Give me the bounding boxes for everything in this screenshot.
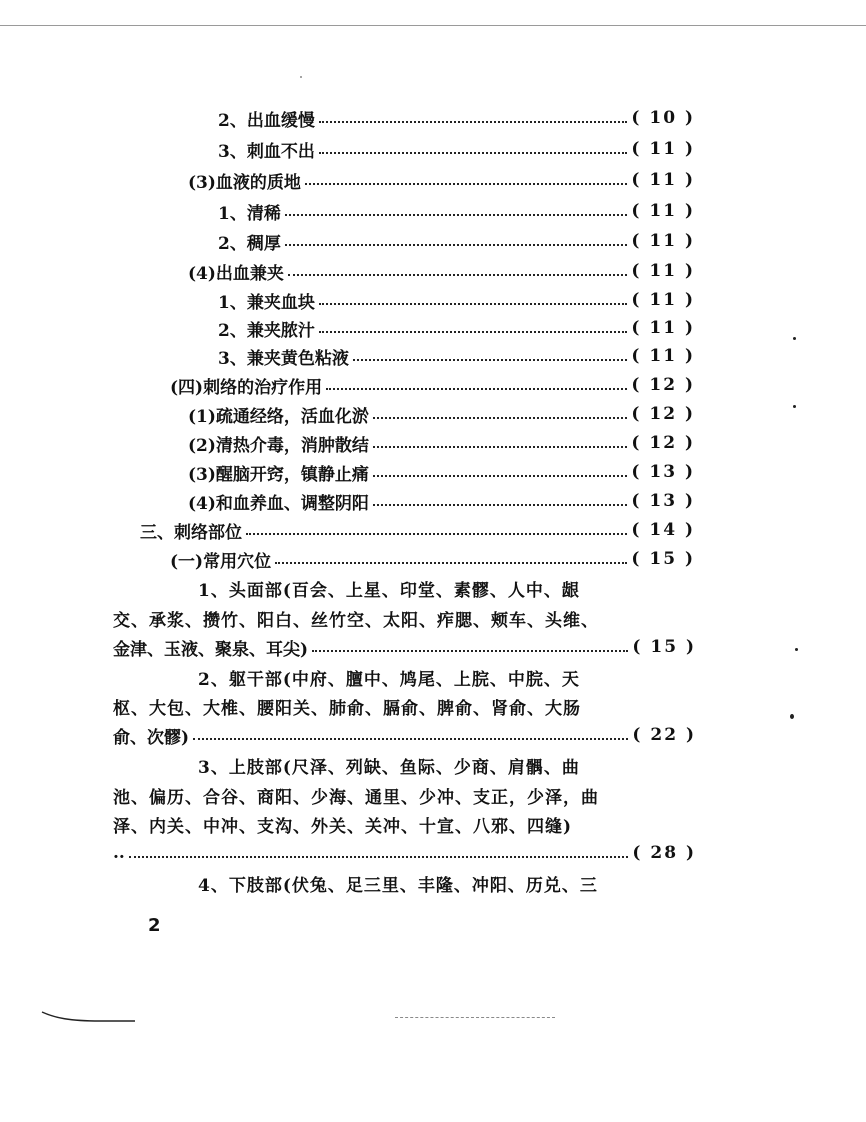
- section-trunk-line1: [198, 664, 696, 690]
- section-text: 1、头面部(百会、上星、印堂、素髎、人中、龈: [198, 580, 580, 601]
- scan-speck: [300, 76, 302, 78]
- scan-speck: [793, 405, 796, 408]
- toc-entry-title: (3)血液的质地: [188, 172, 301, 193]
- toc-entry-page: ( 11 ): [631, 346, 695, 366]
- toc-entry-page: ( 11 ): [631, 290, 695, 310]
- toc-entry: [170, 315, 695, 341]
- toc-entry-page: ( 11 ): [631, 170, 695, 190]
- dot-leader: [373, 417, 627, 419]
- toc-entry: [170, 198, 695, 224]
- section-head-line3: [113, 634, 696, 660]
- dot-leader: [353, 359, 628, 361]
- section-text: 枢、大包、大椎、腰阳关、肺俞、膈俞、脾俞、肾俞、大肠: [113, 698, 581, 719]
- section-text: 金津、玉液、聚泉、耳尖): [113, 639, 309, 660]
- toc-entry-page: ( 11 ): [631, 139, 695, 159]
- toc-entry-title: (4)出血兼夹: [188, 263, 284, 284]
- toc-entry-page: ( 15 ): [632, 637, 696, 657]
- dot-leader: [288, 274, 627, 276]
- toc-entry-page: ( 11 ): [631, 231, 695, 251]
- dot-leader: [373, 475, 627, 477]
- toc-entry: [170, 105, 695, 131]
- dot-leader: [285, 214, 628, 216]
- section-trunk-line3: [113, 722, 696, 748]
- dot-leader: [319, 121, 628, 123]
- section-text: 池、偏历、合谷、商阳、少海、通里、少冲、支正，少泽，曲: [113, 787, 599, 808]
- toc-entry-page: ( 11 ): [631, 318, 695, 338]
- toc-entry-title: (一)常用穴位: [170, 551, 272, 572]
- scan-speck: [795, 648, 798, 651]
- toc-entry: [170, 258, 695, 284]
- toc-entry-title: (3)醒脑开窍，镇静止痛: [188, 464, 369, 485]
- dot-leader: [326, 388, 627, 390]
- scan-top-rule: [0, 25, 866, 26]
- toc-entry-page: ( 15 ): [631, 549, 695, 569]
- toc-entry-page: ( 12 ): [631, 404, 695, 424]
- toc-entry-page: ( 10 ): [631, 108, 695, 128]
- scan-dash-line: [395, 1017, 555, 1018]
- toc-entry-page: ( 12 ): [631, 375, 695, 395]
- toc-entry: [170, 401, 695, 427]
- toc-entry: [140, 517, 695, 543]
- toc-entry: [170, 459, 695, 485]
- dot-leader: [319, 152, 628, 154]
- toc-entry: [170, 372, 695, 398]
- section-text: 3、上肢部(尺泽、列缺、鱼际、少商、肩髃、曲: [198, 757, 580, 778]
- toc-entry: [170, 430, 695, 456]
- dot-leader: [193, 738, 628, 740]
- toc-entry-title: (1)疏通经络，活血化淤: [188, 406, 369, 427]
- section-upper-limb-line3: [113, 811, 696, 837]
- section-text: 4、下肢部(伏兔、足三里、丰隆、冲阳、历兑、三: [198, 875, 598, 896]
- scan-speck: [793, 337, 796, 340]
- section-text: 2、躯干部(中府、膻中、鸠尾、上脘、中脘、天: [198, 669, 580, 690]
- section-lower-limb-line1: [198, 870, 696, 896]
- toc-entry-title: 2、稠厚: [218, 233, 281, 254]
- toc-entry: [170, 546, 695, 572]
- toc-entry-page: ( 13 ): [631, 462, 695, 482]
- dot-leader: [319, 331, 628, 333]
- toc-entry: [170, 287, 695, 313]
- dot-leader: [373, 446, 627, 448]
- toc-entry: [170, 228, 695, 254]
- toc-entry-title: 2、出血缓慢: [218, 110, 315, 131]
- toc-entry: [170, 167, 695, 193]
- toc-entry-title: (2)清热介毒，消肿散结: [188, 435, 369, 456]
- toc-entry-title: 1、兼夹血块: [218, 292, 315, 313]
- toc-entry-page: ( 11 ): [631, 201, 695, 221]
- dot-leader: [305, 183, 627, 185]
- section-upper-limb-line1: [198, 752, 696, 778]
- dot-leader: [319, 303, 628, 305]
- toc-entry-title: (4)和血养血、调整阴阳: [188, 493, 369, 514]
- section-upper-limb-line4: [113, 840, 696, 866]
- toc-entry-title: 1、清稀: [218, 203, 281, 224]
- toc-entry-page: ( 22 ): [632, 725, 696, 745]
- dot-leader: [246, 533, 627, 535]
- toc-entry-title: 3、兼夹黄色粘液: [218, 348, 349, 369]
- section-text: ..: [113, 843, 125, 863]
- toc-entry-page: ( 14 ): [631, 520, 695, 540]
- toc-entry-title: 2、兼夹脓汁: [218, 320, 315, 341]
- dot-leader: [129, 856, 629, 858]
- dot-leader: [275, 562, 627, 564]
- dot-leader: [373, 504, 627, 506]
- toc-entry-page: ( 12 ): [631, 433, 695, 453]
- scan-stroke-mark: [40, 1010, 135, 1024]
- dot-leader: [312, 650, 628, 652]
- toc-entry-title: 3、刺血不出: [218, 141, 315, 162]
- section-head-line2: [113, 605, 696, 631]
- toc-entry: [170, 136, 695, 162]
- toc-entry-page: ( 13 ): [631, 491, 695, 511]
- section-trunk-line2: [113, 693, 696, 719]
- dot-leader: [285, 244, 628, 246]
- toc-entry-page: ( 28 ): [632, 843, 696, 863]
- toc-entry-page: ( 11 ): [631, 261, 695, 281]
- page-number: 2: [148, 915, 161, 936]
- toc-entry: [170, 343, 695, 369]
- section-head-line1: [198, 575, 696, 601]
- section-text: 俞、次髎): [113, 727, 190, 748]
- section-text: 交、承浆、攒竹、阳白、丝竹空、太阳、痄腮、颊车、头维、: [113, 610, 599, 631]
- toc-entry-title: (四)刺络的治疗作用: [170, 377, 323, 398]
- section-upper-limb-line2: [113, 782, 696, 808]
- scan-speck: [790, 714, 794, 719]
- toc-entry: [170, 488, 695, 514]
- toc-entry-title: 三、刺络部位: [140, 522, 242, 543]
- section-text: 泽、内关、中冲、支沟、外关、关冲、十宣、八邪、四缝): [113, 816, 573, 837]
